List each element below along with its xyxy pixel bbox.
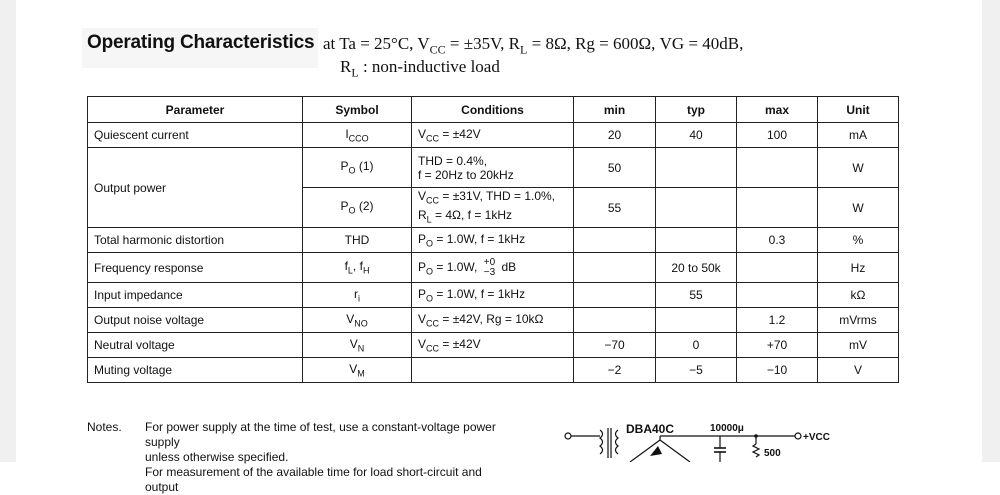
table-row [88, 308, 899, 333]
section-title: Operating Characteristics [87, 32, 315, 53]
cell-unit: W [818, 188, 899, 228]
notes-label: Notes. [87, 420, 122, 434]
table-row [88, 148, 899, 188]
cell-parameter: Input impedance [88, 283, 303, 308]
cell-typ: 0 [656, 333, 737, 358]
header-min: min [574, 97, 656, 123]
header-parameter: Parameter [88, 97, 303, 123]
notes-line: For measurement of the available time for load short-circuit and output [145, 465, 482, 494]
header-max: max [737, 97, 818, 123]
cell-min: 20 [574, 123, 656, 148]
cell-typ [656, 148, 737, 188]
cell-max: −10 [737, 358, 818, 383]
cell-unit: mA [818, 123, 899, 148]
cell-typ: 55 [656, 283, 737, 308]
cell-parameter: Muting voltage [88, 358, 303, 383]
table-row [88, 123, 899, 148]
cell-min [574, 283, 656, 308]
cell-typ [656, 228, 737, 253]
cell-symbol: $V_M$ [303, 358, 412, 383]
capacitor-label: 10000μ [710, 423, 744, 434]
cell-min [574, 253, 656, 283]
resistor-symbol [753, 444, 759, 457]
cell-max: 100 [737, 123, 818, 148]
cell-symbol: $V_{NO}$ [303, 308, 412, 333]
cell-parameter: Frequency response [88, 253, 303, 283]
tolerance-fraction: +0 −3 [483, 256, 496, 278]
supply-label: +VCC [803, 432, 830, 443]
cell-conditions: THD = 0.4%, f = 20Hz to 20kHz [412, 148, 574, 188]
notes-text [145, 420, 515, 495]
cell-min [574, 228, 656, 253]
header-conditions: Conditions [412, 97, 574, 123]
cell-unit: W [818, 148, 899, 188]
cell-conditions: $V_{CC} = \pm 42V$ [412, 333, 574, 358]
cell-conditions: $P_O = 1.0W$, f = 1kHz [412, 228, 574, 253]
test-circuit-diagram [560, 418, 830, 462]
cell-symbol: $f_L$, $f_H$ [303, 253, 412, 283]
cell-parameter: Output power [88, 148, 303, 228]
cell-parameter: Quiescent current [88, 123, 303, 148]
cell-conditions: $V_{CC} = \pm 42V$ [412, 123, 574, 148]
resistor-label: 500 [764, 448, 781, 459]
table-row [88, 253, 899, 283]
notes-line: For power supply at the time of test, use a constant-voltage power supply [145, 420, 496, 449]
header-symbol: Symbol [303, 97, 412, 123]
conditions-line-2: $R_L$ : non-inductive load [340, 57, 500, 80]
characteristics-table [87, 96, 899, 383]
cell-min: −70 [574, 333, 656, 358]
table-row [88, 333, 899, 358]
cell-parameter: Output noise voltage [88, 308, 303, 333]
cell-conditions: $P_O = 1.0W$, +0 −3 dB [412, 253, 574, 283]
table-row [88, 228, 899, 253]
cell-min [574, 308, 656, 333]
table-header-row [88, 97, 899, 123]
cell-symbol: $I_{CCO}$ [303, 123, 412, 148]
bridge-label: DBA40C [626, 422, 675, 436]
cell-symbol: $V_N$ [303, 333, 412, 358]
cell-typ: −5 [656, 358, 737, 383]
header-typ: typ [656, 97, 737, 123]
cell-max [737, 283, 818, 308]
cell-symbol: $P_O$ (1) [303, 148, 412, 188]
table-row [88, 358, 899, 383]
cell-symbol: $r_i$ [303, 283, 412, 308]
input-terminal [565, 433, 571, 439]
cell-unit: Hz [818, 253, 899, 283]
right-margin-strip [982, 0, 1000, 462]
cell-typ: 40 [656, 123, 737, 148]
notes-line: unless otherwise specified. [145, 450, 289, 464]
cell-unit: mVrms [818, 308, 899, 333]
cell-max: 0.3 [737, 228, 818, 253]
cell-min: 50 [574, 148, 656, 188]
table-row [88, 283, 899, 308]
cell-conditions [412, 358, 574, 383]
cell-parameter: Neutral voltage [88, 333, 303, 358]
cell-typ [656, 308, 737, 333]
conditions-line-1: at Ta = 25°C, $V_{CC} = \pm 35V$, $R_L = 8\Omega$, Rg = 600Ω, VG = 40dB, [323, 34, 744, 57]
cell-unit: mV [818, 333, 899, 358]
supply-terminal [795, 433, 801, 439]
cell-conditions: $V_{CC} = \pm 31V$, THD = 1.0%, $R_L = 4\Omega$, f = 1kHz [412, 188, 574, 228]
cell-typ [656, 188, 737, 228]
header-unit: Unit [818, 97, 899, 123]
cell-max [737, 148, 818, 188]
cell-symbol: $P_O$ (2) [303, 188, 412, 228]
transformer-secondary [616, 430, 619, 454]
left-margin-strip [0, 0, 16, 462]
transformer-primary [600, 430, 603, 454]
cell-parameter: Total harmonic distortion [88, 228, 303, 253]
cell-typ: 20 to 50k [656, 253, 737, 283]
cell-max [737, 253, 818, 283]
cell-min: −2 [574, 358, 656, 383]
cell-unit: % [818, 228, 899, 253]
cell-symbol: THD [303, 228, 412, 253]
cell-conditions: $V_{CC} = \pm 42V$, Rg = 10kΩ [412, 308, 574, 333]
cell-min: 55 [574, 188, 656, 228]
cell-max: +70 [737, 333, 818, 358]
cell-unit: V [818, 358, 899, 383]
cell-conditions: $P_O = 1.0W$, f = 1kHz [412, 283, 574, 308]
cell-unit: kΩ [818, 283, 899, 308]
cell-max [737, 188, 818, 228]
cell-max: 1.2 [737, 308, 818, 333]
